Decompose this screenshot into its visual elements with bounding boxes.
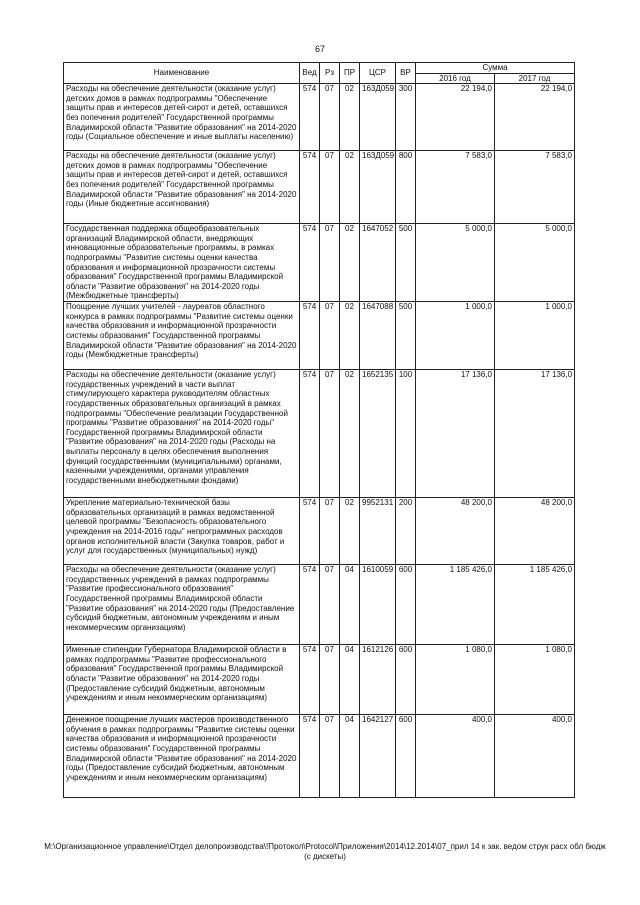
row-ved: 574 — [300, 645, 320, 715]
row-pr: 04 — [340, 565, 360, 645]
row-name: Расходы на обеспечение деятельности (оказание услуг) детских домов в рамках подпрограммы "Обеспечение защиты прав и интересов детей-сирот и детей, оставшихся без попечения родителей" Государственной программы Владимирской области "Развитие образования" на 2014-2020 годы (Социальное обеспечение и иные выплаты населению) — [64, 84, 300, 151]
row-vr: 100 — [396, 370, 416, 498]
row-name: Расходы на обеспечение деятельности (оказание услуг) государственных учреждений в рамках подпрограммы "Развитие профессионального образования" Государственной программы Владимирской области "Развитие образования" на 2014-2020 годы (Предоставление субсидий бюджетным, автономным учреждениям и иным некоммерческим организациям) — [64, 565, 300, 645]
table-row — [64, 498, 575, 565]
row-rz: 07 — [320, 498, 340, 565]
row-ved: 574 — [300, 498, 320, 565]
row-pr: 04 — [340, 715, 360, 798]
table-row — [64, 645, 575, 715]
row-name: Расходы на обеспечение деятельности (оказание услуг) государственных учреждений в части выплат стимулирующего характера руководителям областных государственных образовательных организаций в рамках подпрограммы "Обеспечение реализации Государственной программы "Развитие образования" на 2014-2020 годы" Государственной программы Владимирской области "Развитие образования" на 2014-2020 годы (Расходы на выплаты персоналу в целях обеспечения выполнения функций государственными (муниципальными) органами, казенными учреждениями, органами управления государственными внебюджетными фондами) — [64, 370, 300, 498]
row-vr: 600 — [396, 565, 416, 645]
header-csr: ЦСР — [360, 63, 396, 84]
row-vr: 600 — [396, 645, 416, 715]
row-sum-2017: 7 583,0 — [495, 151, 575, 224]
row-rz: 07 — [320, 715, 340, 798]
page-number: 67 — [314, 44, 325, 54]
header-ved: Вед — [300, 63, 320, 84]
row-name: Укрепление материально-технической базы образовательных организаций в рамках ведомственной целевой программы "Безопасность образовательного учреждения на 2014-2016 годы" непрограммных расходов органов исполнительной власти (Закупка товаров, работ и услуг для государственных (муниципальных) нужд) — [64, 498, 300, 565]
row-ved: 574 — [300, 715, 320, 798]
budget-table — [63, 62, 575, 798]
row-name: Именные стипендии Губернатора Владимирской области в рамках подпрограммы "Развитие профессионального образования" Государственной программы Владимирской области "Развитие образования" на 2014-2020 годы (Предоставление субсидий бюджетным, автономным учреждениям и иным некоммерческим организациям) — [64, 645, 300, 715]
row-sum-2017: 5 000,0 — [495, 224, 575, 302]
header-sum: Сумма — [416, 63, 575, 74]
row-sum-2016: 48 200,0 — [416, 498, 495, 565]
table-row — [64, 370, 575, 498]
row-pr: 02 — [340, 224, 360, 302]
row-ved: 574 — [300, 224, 320, 302]
row-rz: 07 — [320, 224, 340, 302]
row-pr: 02 — [340, 84, 360, 151]
row-vr: 600 — [396, 715, 416, 798]
footer-file-path: M:\Организационное управление\Отдел делопроизводства\!Протокол\Protocol\Приложения\2014\12.2014\07_прил 14 к зак. ведом струк расх обл бюдж (с дискеты) — [44, 842, 606, 861]
table-row — [64, 715, 575, 798]
row-sum-2017: 1 185 426,0 — [495, 565, 575, 645]
row-sum-2016: 7 583,0 — [416, 151, 495, 224]
row-pr: 02 — [340, 370, 360, 498]
row-sum-2016: 1 080,0 — [416, 645, 495, 715]
header-year-2017: 2017 год — [495, 73, 575, 84]
row-csr: 1610059 — [360, 565, 396, 645]
row-name: Поощрение лучших учителей - лауреатов областного конкурса в рамках подпрограммы "Развитие системы оценки качества образования и информационной прозрачности системы образования" Государственной программы Владимирской области "Развитие образования" на 2014-2020 годы (Межбюджетные трансферты) — [64, 302, 300, 370]
row-sum-2017: 1 080,0 — [495, 645, 575, 715]
header-name: Наименование — [64, 63, 300, 84]
row-sum-2016: 400,0 — [416, 715, 495, 798]
table-row — [64, 565, 575, 645]
row-sum-2017: 17 136,0 — [495, 370, 575, 498]
row-rz: 07 — [320, 645, 340, 715]
table-row — [64, 302, 575, 370]
table-row — [64, 151, 575, 224]
row-sum-2016: 1 000,0 — [416, 302, 495, 370]
row-sum-2017: 1 000,0 — [495, 302, 575, 370]
row-vr: 300 — [396, 84, 416, 151]
row-csr: 1612126 — [360, 645, 396, 715]
row-name: Государственная поддержка общеобразовательных организаций Владимирской области, внедряющих инновационные образовательные программы, в рамках подпрограммы "Развитие системы оценки качества образования и информационной прозрачности системы образования" Государственной программы Владимирской области "Развитие образования" на 2014-2020 годы (Межбюджетные трансферты) — [64, 224, 300, 302]
row-name: Денежное поощрение лучших мастеров производственного обучения в рамках подпрограммы "Развитие системы оценки качества образования и информационной прозрачности системы образования" Государственной программы Владимирской области "Развитие образования" на 2014-2020 годы (Предоставление субсидий бюджетным, автономным учреждениям и иным некоммерческим организациям) — [64, 715, 300, 798]
row-pr: 04 — [340, 645, 360, 715]
row-sum-2017: 22 194,0 — [495, 84, 575, 151]
row-rz: 07 — [320, 151, 340, 224]
row-sum-2016: 22 194,0 — [416, 84, 495, 151]
header-year-2016: 2016 год — [416, 73, 495, 84]
row-name: Расходы на обеспечение деятельности (оказание услуг) детских домов в рамках подпрограммы "Обеспечение защиты прав и интересов детей-сирот и детей, оставшихся без попечения родителей" Государственной программы Владимирской области "Развитие образования" на 2014-2020 годы (Иные бюджетные ассигнования) — [64, 151, 300, 224]
row-ved: 574 — [300, 84, 320, 151]
row-pr: 02 — [340, 302, 360, 370]
row-vr: 200 — [396, 498, 416, 565]
row-ved: 574 — [300, 565, 320, 645]
row-sum-2016: 17 136,0 — [416, 370, 495, 498]
row-vr: 500 — [396, 302, 416, 370]
header-vr: ВР — [396, 63, 416, 84]
row-csr: 9952131 — [360, 498, 396, 565]
header-pr: ПР — [340, 63, 360, 84]
row-ved: 574 — [300, 302, 320, 370]
row-sum-2016: 1 185 426,0 — [416, 565, 495, 645]
row-rz: 07 — [320, 302, 340, 370]
row-sum-2016: 5 000,0 — [416, 224, 495, 302]
row-ved: 574 — [300, 370, 320, 498]
row-csr: 1647052 — [360, 224, 396, 302]
row-rz: 07 — [320, 565, 340, 645]
row-csr: 1652135 — [360, 370, 396, 498]
table-row — [64, 84, 575, 151]
header-rz: Рз — [320, 63, 340, 84]
row-ved: 574 — [300, 151, 320, 224]
row-csr: 1647088 — [360, 302, 396, 370]
row-rz: 07 — [320, 84, 340, 151]
row-pr: 02 — [340, 498, 360, 565]
row-sum-2017: 48 200,0 — [495, 498, 575, 565]
row-csr: 163Д059 — [360, 151, 396, 224]
row-csr: 163Д059 — [360, 84, 396, 151]
row-vr: 800 — [396, 151, 416, 224]
row-csr: 1642127 — [360, 715, 396, 798]
table-row — [64, 224, 575, 302]
row-rz: 07 — [320, 370, 340, 498]
row-vr: 500 — [396, 224, 416, 302]
row-pr: 02 — [340, 151, 360, 224]
row-sum-2017: 400,0 — [495, 715, 575, 798]
